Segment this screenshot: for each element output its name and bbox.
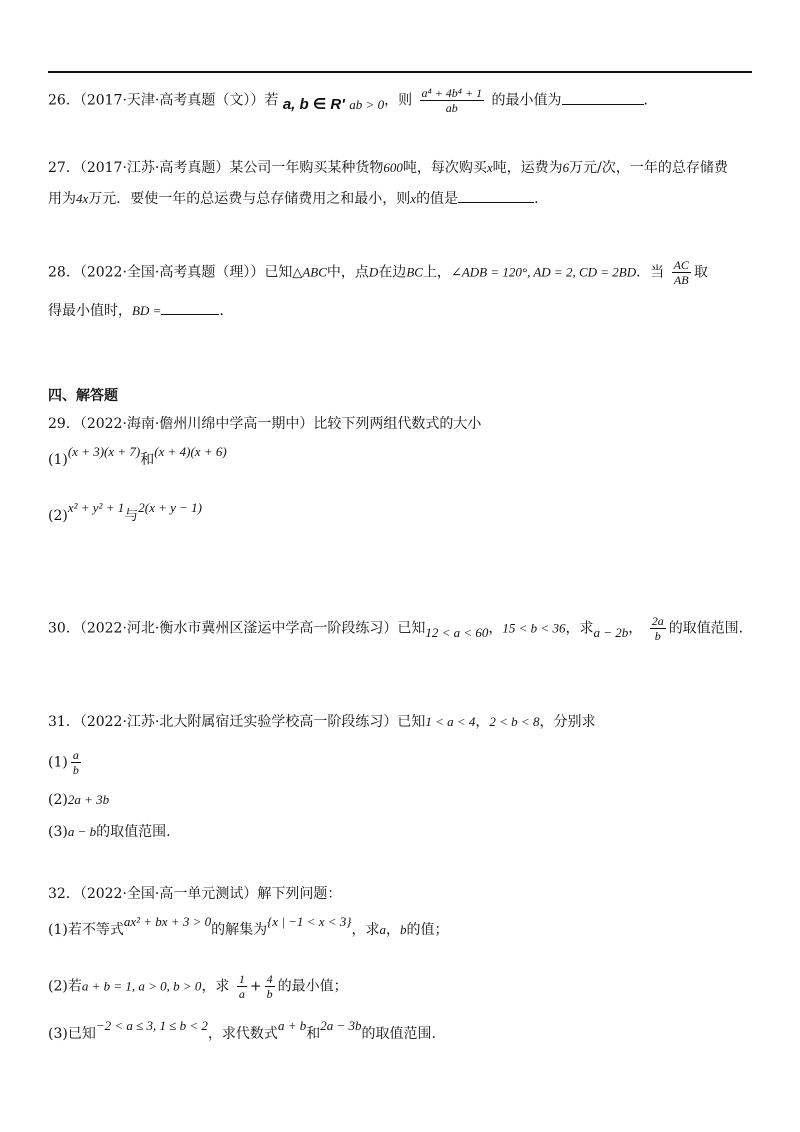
q27-text-7: 的值是 — [416, 191, 459, 207]
q31-p2-label: (2) — [48, 792, 68, 808]
q29-source: （2022·海南·儋州川绵中学高一期中） — [79, 416, 314, 432]
q31-cond-2: 2 < b < 8 — [489, 714, 540, 729]
q28-fraction — [672, 258, 691, 287]
q31-p1-num: a — [72, 748, 79, 762]
q31-part-1 — [48, 748, 84, 777]
question-32 — [48, 884, 341, 904]
q26-cond: ab > 0 — [349, 96, 385, 112]
q26-text-2: ，则 — [384, 92, 413, 109]
q28-source: （2022·全国·高考真题（理）） — [79, 264, 265, 281]
q28-text-1: 已知 — [264, 264, 293, 281]
q32-p2-f2-num: 4 — [266, 972, 273, 986]
q31-p3-expr: a − b — [67, 824, 97, 839]
q29-p1-label: (1) — [48, 452, 68, 468]
q31-p3-tail: 的取值范围. — [96, 824, 171, 840]
q31-part-2 — [48, 790, 109, 810]
q27-answer-blank[interactable] — [458, 188, 534, 203]
q32-p2-condition: a + b = 1, a > 0, b > 0 — [81, 978, 202, 994]
q28-number: 28． — [48, 264, 80, 281]
q31-p1-label: (1) — [48, 754, 68, 771]
q30-cond-1: 12 < a < 60 — [425, 624, 489, 640]
q32-p1-text-2: 的解集为 — [211, 922, 268, 938]
q27-6: 6 — [562, 160, 570, 175]
q29-p2-label: (2) — [48, 508, 68, 524]
question-31 — [48, 712, 595, 732]
q29-p1-expr-a: (x + 3)(x + 7) — [67, 444, 141, 459]
q32-p3-label: (3) — [48, 1026, 68, 1042]
q27-600: 600 — [383, 160, 403, 175]
q30-text-3: 的取值范围. — [668, 620, 744, 637]
q32-p1-a: a — [379, 922, 386, 937]
q31-p1-fraction — [71, 748, 81, 777]
q32-p1-text-4: 的值； — [406, 922, 449, 938]
q31-text-1: 已知 — [397, 714, 426, 730]
q26-fraction — [420, 86, 485, 115]
q26-text-1: 若 — [264, 92, 279, 109]
q27-4x: 4x — [76, 191, 89, 206]
q32-p2-text-1: 若 — [67, 978, 82, 995]
question-29 — [48, 414, 481, 434]
q32-p2-text-3: 的最小值； — [277, 978, 348, 995]
q27-number: 27． — [48, 160, 80, 176]
q32-p3-text-3: 的取值范围. — [361, 1026, 436, 1042]
q31-text-2: ，分别求 — [539, 714, 596, 730]
q32-p3-and: 和 — [306, 1026, 321, 1042]
q28-text-3: 在边 — [378, 264, 407, 281]
q29-p2-and: 与 — [124, 508, 139, 524]
q32-number: 32． — [48, 886, 80, 902]
q30-sep-2: ， — [628, 620, 643, 637]
question-27-line-2 — [48, 188, 539, 209]
q27-text-5: 用为 — [48, 191, 76, 207]
q27-source: （2017·江苏·高考真题） — [79, 160, 230, 176]
q32-text-1: 解下列问题： — [257, 886, 342, 902]
q32-p3-condition: −2 < a ≤ 3, 1 ≤ b < 2 — [95, 1018, 208, 1033]
q29-p2-expr-b: 2(x + y − 1) — [138, 500, 202, 515]
q32-p2-frac-1 — [237, 972, 247, 1001]
q28-answer-blank[interactable] — [161, 300, 219, 315]
q29-part-2 — [48, 500, 202, 526]
q26-text-3: 的最小值为 — [491, 92, 562, 109]
q28-text-6: 取 — [693, 264, 708, 281]
q30-fraction — [650, 614, 666, 643]
q31-p3-label: (3) — [48, 824, 68, 840]
q31-part-3 — [48, 822, 171, 842]
q28-BC: BC — [406, 264, 423, 280]
q32-part-3 — [48, 1018, 436, 1044]
q29-text-1: 比较下列两组代数式的大小 — [313, 416, 482, 432]
q30-text-2: ，求 — [565, 620, 594, 637]
q32-p1-sep: ， — [385, 922, 400, 938]
q32-p3-text-2: ，求代数式 — [207, 1026, 278, 1042]
q27-text-3: 吨，运费为 — [492, 160, 563, 176]
q27-text-1: 某公司一年购买某种货物 — [229, 160, 384, 176]
q32-p2-label: (2) — [48, 978, 68, 995]
q28-frac-num: AC — [673, 258, 689, 272]
q29-number: 29． — [48, 416, 80, 432]
q28-text-2: 中，点 — [326, 264, 369, 281]
q31-sep: ， — [475, 714, 490, 730]
q30-frac-num: 2a — [651, 614, 664, 628]
top-rule — [48, 71, 752, 73]
question-30 — [48, 614, 743, 643]
q27-text-6: 万元．要使一年的总运费与总存储费用之和最小，则 — [88, 191, 411, 207]
q32-p2-f1-num: 1 — [238, 972, 245, 986]
q32-p2-plus: + — [249, 978, 262, 995]
q28-frac-den: AB — [673, 273, 689, 287]
q32-p1-text-1: 若不等式 — [67, 922, 124, 938]
q28-condition: ∠ADB = 120°, AD = 2, CD = 2BD — [450, 264, 637, 280]
q28-D: D — [368, 264, 379, 280]
q26-answer-blank[interactable] — [562, 90, 644, 105]
q30-source: （2022·河北·衡水市冀州区滏运中学高一阶段练习） — [79, 620, 398, 637]
q28-triangle: △ABC — [292, 264, 327, 280]
q32-p1-text-3: ，求 — [351, 922, 380, 938]
q27-text-4: 万元/次，一年的总存储费 — [569, 160, 728, 176]
question-28-line-1 — [48, 258, 708, 287]
q27-end: . — [534, 191, 539, 207]
q30-number: 30． — [48, 620, 80, 637]
q32-p1-label: (1) — [48, 922, 68, 938]
q30-expr-1: a − 2b — [593, 624, 629, 640]
q29-p1-and: 和 — [140, 452, 155, 468]
section-heading: 四、解答题 — [48, 388, 118, 404]
q32-p2-f1-den: a — [238, 987, 245, 1001]
q29-part-1 — [48, 444, 227, 470]
question-27-line-1 — [48, 158, 728, 178]
q30-text-1: 已知 — [397, 620, 426, 637]
q32-p1-inequality: ax² + bx + 3 > 0 — [123, 914, 212, 929]
q29-p1-expr-b: (x + 4)(x + 6) — [154, 444, 227, 459]
q28-bd: BD = — [132, 303, 162, 318]
q32-p3-expr-2: 2a − 3b — [320, 1018, 362, 1033]
q26-frac-den: ab — [445, 101, 458, 115]
q32-p2-text-2: ，求 — [201, 978, 230, 995]
q30-cond-2: 15 < b < 36 — [502, 620, 566, 636]
q31-p2-expr: 2a + 3b — [67, 792, 110, 807]
q28-text-4: 上， — [422, 264, 451, 281]
q32-part-1 — [48, 914, 449, 940]
q32-p2-f2-den: b — [266, 987, 273, 1001]
q32-p2-frac-2 — [265, 972, 275, 1001]
q26-frac-num: a⁴ + 4b⁴ + 1 — [421, 86, 483, 100]
q26-source: （2017·天津·高考真题（文）） — [79, 92, 265, 109]
q31-p1-den: b — [72, 763, 79, 777]
q28-text-7: 得最小值时， — [48, 303, 132, 319]
q31-cond-1: 1 < a < 4 — [425, 714, 476, 729]
q26-end: . — [643, 92, 648, 109]
q32-source: （2022·全国·高一单元测试） — [79, 886, 258, 902]
q30-sep: ， — [488, 620, 503, 637]
q26-vars: a, b ∈ R' — [282, 95, 345, 113]
q27-x: x — [486, 160, 493, 175]
q28-text-5: ．当 — [636, 264, 665, 281]
q31-number: 31． — [48, 714, 80, 730]
question-28-line-2 — [48, 300, 224, 321]
q30-frac-den: b — [654, 629, 661, 643]
question-26 — [48, 86, 648, 115]
q27-text-2: 吨，每次购买 — [402, 160, 487, 176]
q32-p3-text-1: 已知 — [67, 1026, 96, 1042]
q32-part-2 — [48, 972, 348, 1001]
q27-x-2: x — [410, 191, 417, 206]
q32-p1-set: {x | −1 < x < 3} — [267, 914, 352, 929]
q26-number: 26． — [48, 92, 80, 109]
q32-p3-expr-1: a + b — [277, 1018, 307, 1033]
q28-end: . — [219, 303, 224, 319]
q29-p2-expr-a: x² + y² + 1 — [67, 500, 125, 515]
q31-source: （2022·江苏·北大附属宿迁实验学校高一阶段练习） — [79, 714, 398, 730]
q32-p1-b: b — [399, 922, 407, 937]
